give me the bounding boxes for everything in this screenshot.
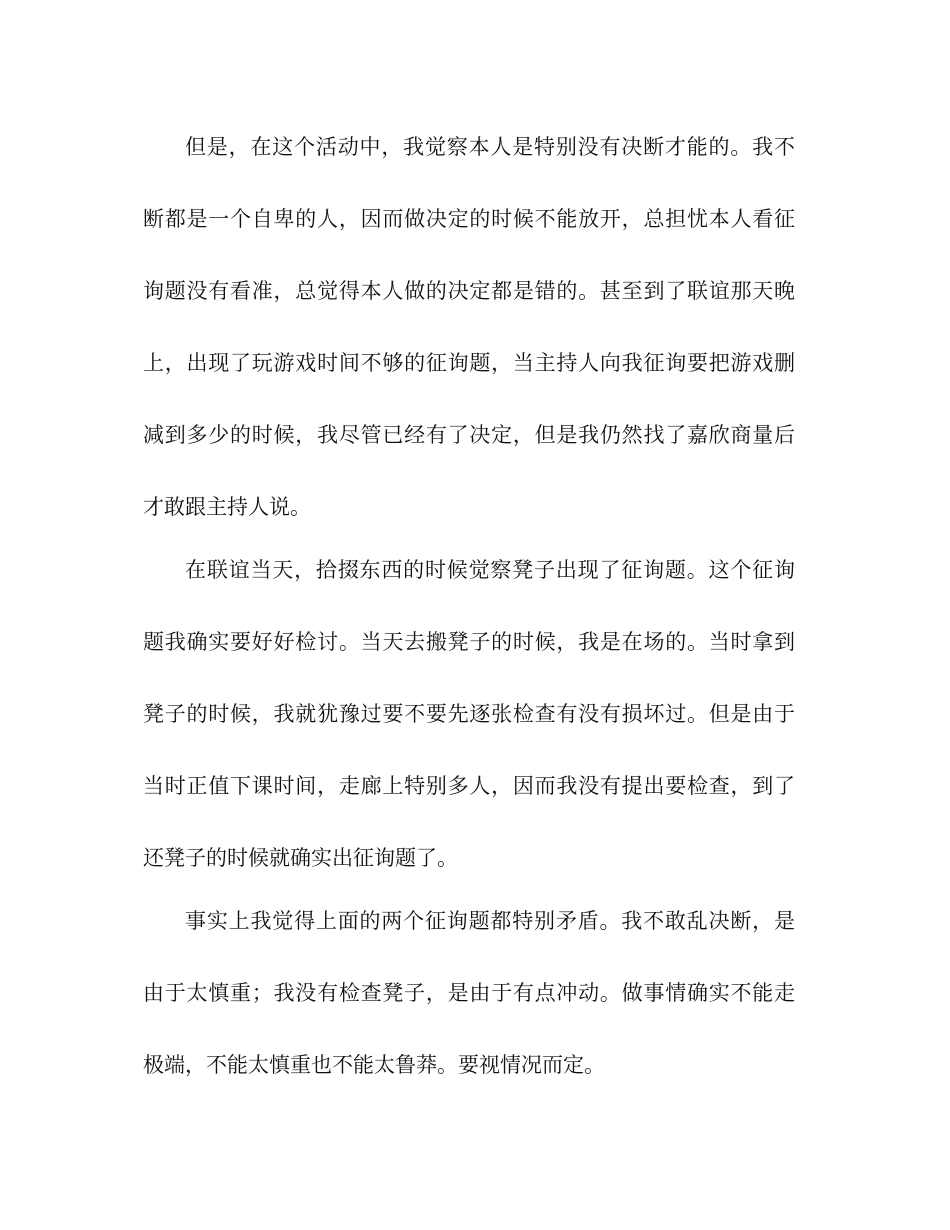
text-line: 由于太慎重；我没有检查凳子，是由于有点冲动。做事情确实不能走 [143, 981, 795, 1005]
text-line: 减到多少的时候，我尽管已经有了决定，但是我仍然找了嘉欣商量后 [143, 423, 795, 447]
text-line: 凳子的时候，我就犹豫过要不要先逐张检查有没有损坏过。但是由于 [143, 702, 795, 726]
text-line: 断都是一个自卑的人，因而做决定的时候不能放开，总担忧本人看征 [143, 207, 795, 231]
text-line: 题我确实要好好检讨。当天去搬凳子的时候，我是在场的。当时拿到 [143, 630, 795, 654]
text-line: 还凳子的时候就确实出征询题了。 [143, 846, 458, 870]
text-line: 但是，在这个活动中，我觉察本人是特别没有决断才能的。我不 [185, 135, 795, 159]
text-line: 当时正值下课时间，走廊上特别多人，因而我没有提出要检查，到了 [143, 774, 795, 798]
text-line: 上，出现了玩游戏时间不够的征询题，当主持人向我征询要把游戏删 [143, 351, 795, 375]
text-line: 在联谊当天，拾掇东西的时候觉察凳子出现了征询题。这个征询 [185, 558, 795, 582]
text-line: 询题没有看准，总觉得本人做的决定都是错的。甚至到了联谊那天晚 [143, 279, 795, 303]
text-line: 极端，不能太慎重也不能太鲁莽。要视情况而定。 [143, 1053, 605, 1077]
text-line: 事实上我觉得上面的两个征询题都特别矛盾。我不敢乱决断，是 [185, 909, 795, 933]
text-line: 才敢跟主持人说。 [143, 495, 311, 519]
